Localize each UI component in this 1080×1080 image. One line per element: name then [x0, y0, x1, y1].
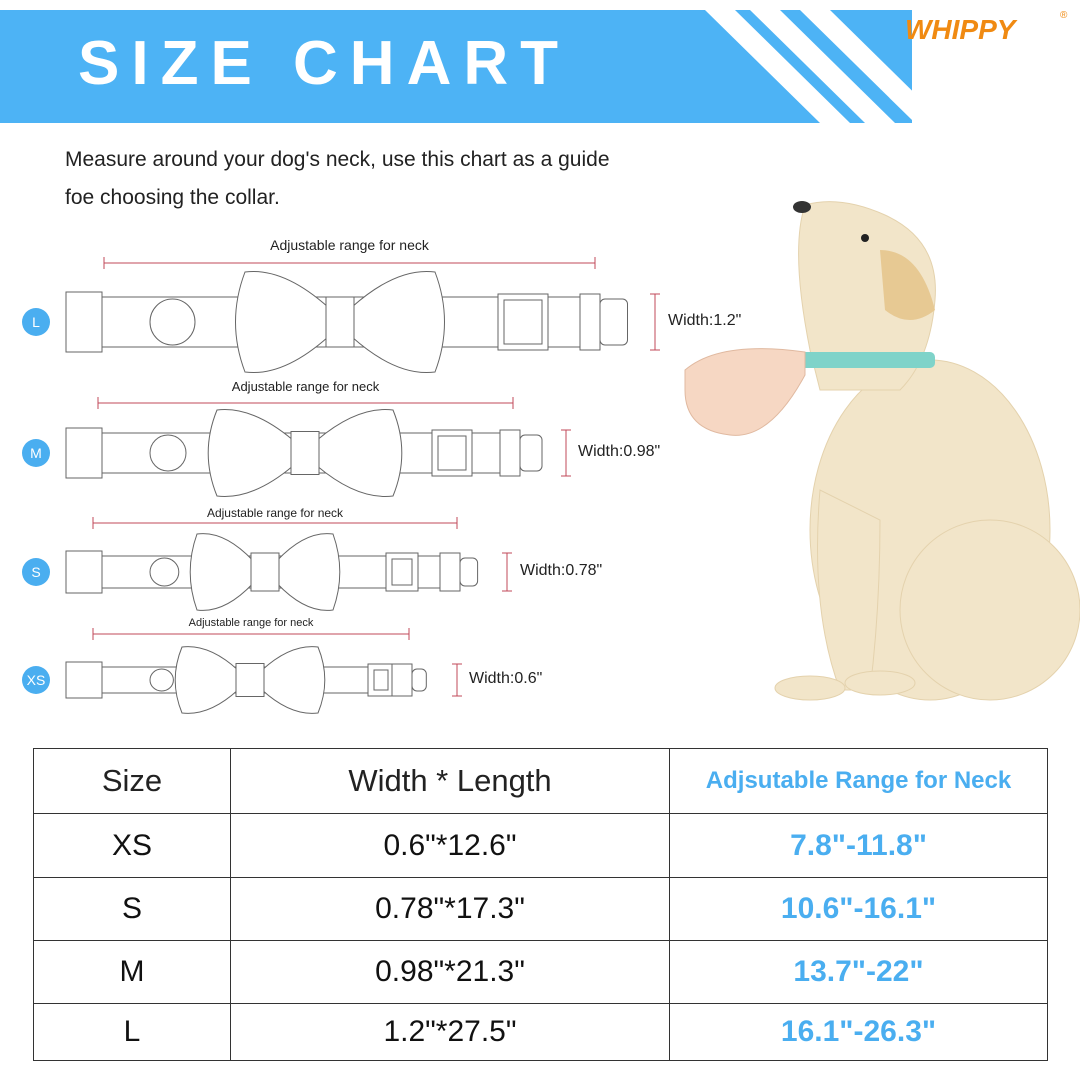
keeper-inner [504, 300, 542, 344]
range-label: Adjustable range for neck [270, 237, 429, 253]
cell-width-length: 0.78"*17.3" [231, 878, 670, 941]
table-row [34, 941, 1048, 1004]
cell-neck-range: 10.6"-16.1" [670, 878, 1048, 941]
header-size: Size [34, 749, 231, 814]
dog-eye [861, 234, 869, 242]
buckle-female [66, 428, 102, 478]
keeper-inner [392, 559, 412, 585]
buckle-tip [520, 435, 542, 471]
cell-neck-range: 13.7"-22" [670, 941, 1048, 1004]
buckle-male [500, 430, 520, 476]
intro-line-1: Measure around your dog's neck, use this chart as a guide [65, 148, 610, 171]
range-label: Adjustable range for neck [231, 379, 380, 394]
buckle-female [66, 292, 102, 352]
hand [685, 349, 805, 436]
bow-right [317, 410, 402, 497]
cell-size: XS [34, 814, 231, 878]
bow-left [236, 271, 329, 372]
bow-right [352, 271, 445, 372]
cell-size: M [34, 941, 231, 1004]
brand-logo: WHIPPY [905, 14, 1016, 45]
collar-xs [66, 628, 462, 713]
buckle-female [66, 551, 102, 593]
bow-left [208, 410, 293, 497]
table-row [34, 878, 1048, 941]
dog-photo [680, 190, 1080, 720]
collar-s [66, 517, 512, 610]
intro-line-2: foe choosing the collar. [65, 186, 280, 209]
width-label: Width:0.6" [469, 670, 543, 687]
cell-size: L [34, 1004, 231, 1061]
cell-size: S [34, 878, 231, 941]
bow-knot [291, 432, 319, 475]
bow-left [190, 534, 253, 611]
measuring-tape [800, 352, 935, 368]
header-neck-range: Adjsutable Range for Neck [670, 749, 1048, 814]
cell-neck-range: 7.8"-11.8" [670, 814, 1048, 878]
collar-l [66, 257, 660, 373]
bow-knot [236, 664, 264, 697]
range-label: Adjustable range for neck [188, 617, 314, 629]
buckle-male [392, 664, 412, 696]
bow-knot [326, 297, 354, 347]
buckle-tip [600, 299, 628, 345]
registered-mark: ® [1060, 10, 1068, 21]
collar-m [66, 397, 571, 496]
width-label: Width:0.78" [520, 562, 603, 579]
cell-width-length: 1.2"*27.5" [231, 1004, 670, 1061]
table-row [34, 1004, 1048, 1061]
cell-neck-range: 16.1"-26.3" [670, 1004, 1048, 1061]
bow-knot [251, 553, 279, 591]
d-ring [150, 435, 186, 471]
cell-width-length: 0.98"*21.3" [231, 941, 670, 1004]
buckle-male [440, 553, 460, 591]
buckle-tip [460, 558, 478, 586]
table-header-row [34, 749, 1048, 814]
range-label: Adjustable range for neck [206, 506, 344, 520]
bow-right [262, 647, 325, 714]
d-ring [150, 669, 173, 691]
size-table [33, 748, 1048, 1061]
size-badge: M [22, 439, 50, 467]
bow-right [277, 534, 340, 611]
d-ring [150, 299, 195, 345]
header-width-length: Width * Length [231, 749, 670, 814]
size-badge: L [22, 308, 50, 336]
size-badge: XS [22, 666, 50, 694]
cell-width-length: 0.6"*12.6" [231, 814, 670, 878]
buckle-male [580, 294, 600, 350]
size-badge: S [22, 558, 50, 586]
keeper-inner [374, 670, 388, 690]
table-row [34, 814, 1048, 878]
d-ring [150, 558, 179, 586]
buckle-tip [412, 669, 426, 691]
width-label: Width:0.98" [578, 443, 661, 460]
page-title: SIZE CHART [78, 29, 570, 98]
width-label: Width:1.2" [668, 312, 742, 329]
buckle-female [66, 662, 102, 698]
keeper-inner [438, 436, 466, 470]
bow-left [175, 647, 238, 714]
dog-nose [793, 201, 811, 213]
